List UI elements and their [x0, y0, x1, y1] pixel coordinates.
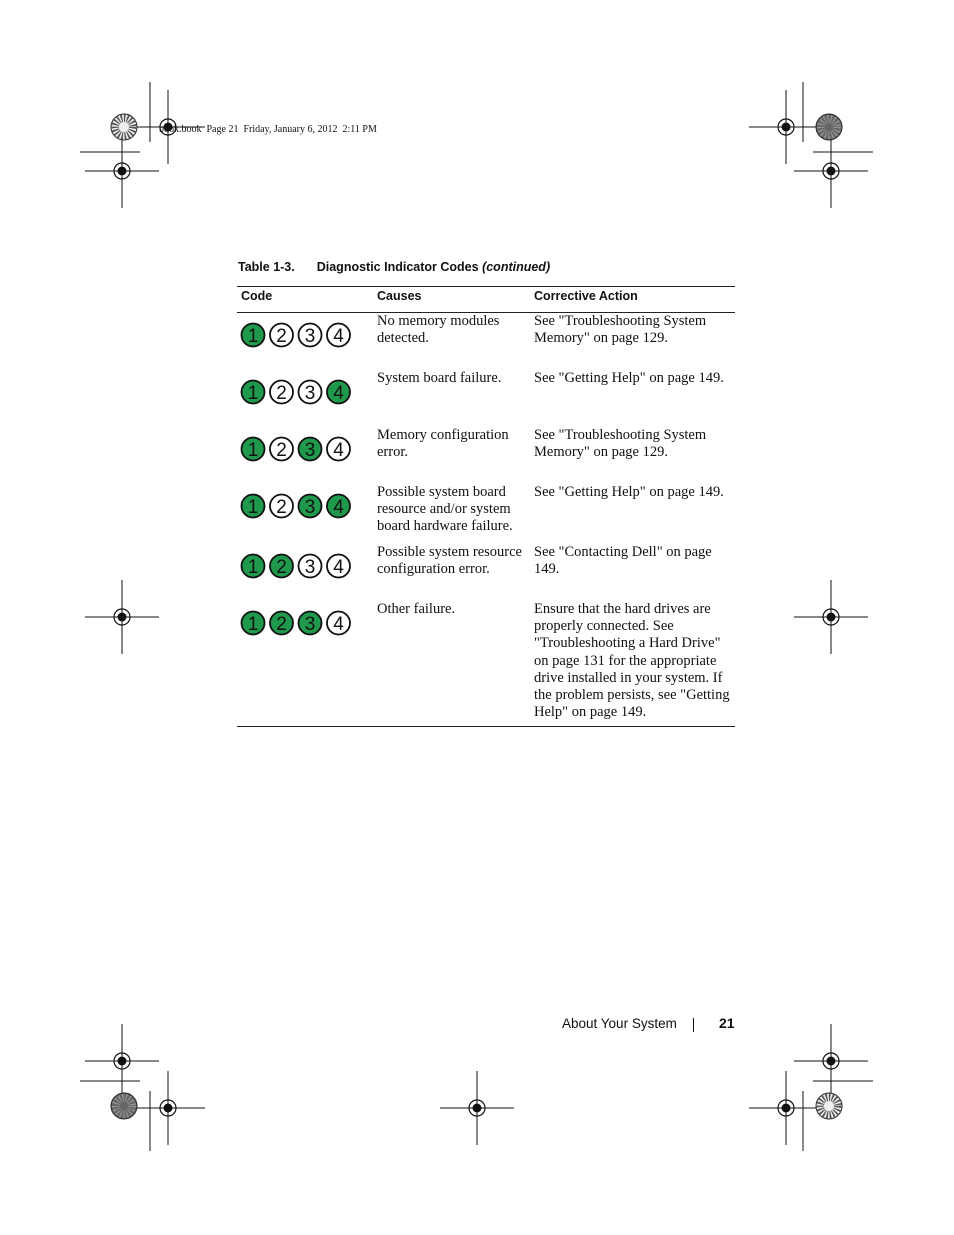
table-title: Diagnostic Indicator Codes [316, 260, 479, 274]
led-number-label: 3 [304, 326, 316, 347]
action-text: See "Contacting Dell" on page 149. [534, 544, 712, 578]
led-number-label: 4 [333, 383, 344, 404]
registration-mark [794, 580, 868, 654]
footer-divider [693, 1018, 694, 1032]
registration-mark [85, 580, 159, 654]
led-code-indicator [240, 493, 352, 519]
registration-mark [749, 90, 823, 164]
led-number-label: 2 [276, 383, 287, 404]
led-number-label: 1 [247, 326, 259, 347]
led-number-label: 2 [276, 557, 287, 578]
led-number-label: 4 [333, 326, 344, 347]
header-causes: Causes [377, 289, 422, 303]
registration-mark [794, 1024, 868, 1098]
table-number: Table 1-3. [238, 260, 295, 274]
color-wheel-mark [111, 114, 137, 140]
cause-text: Possible system resource configuration error. [377, 544, 522, 578]
led-number-label: 1 [247, 383, 259, 404]
header-corrective-action: Corrective Action [534, 289, 638, 303]
led-number-label: 1 [247, 557, 259, 578]
action-text: See "Getting Help" on page 149. [534, 370, 724, 386]
action-text: Ensure that the hard drives are properly connected. See "Troubleshooting a Hard Drive" on page 131 for the appropriate drive installed in your system. If the problem persists, see "Getting Help" on page 149. [534, 601, 730, 721]
led-number-label: 3 [304, 383, 316, 404]
led-number-label: 1 [247, 440, 259, 461]
registration-mark [794, 134, 868, 208]
led-number-label: 4 [333, 497, 344, 518]
registration-mark [440, 1071, 514, 1145]
led-number-label: 3 [304, 614, 316, 635]
header-code: Code [241, 289, 273, 303]
continued-label: (continued) [482, 260, 551, 274]
led-number-label: 3 [304, 557, 316, 578]
table-top-rule [237, 286, 735, 287]
cause-text: Possible system board resource and/or system board hardware failure. [377, 484, 513, 535]
cause-text: No memory modules detected. [377, 313, 500, 347]
page-number: 21 [719, 1015, 735, 1031]
led-number-label: 3 [304, 440, 316, 461]
led-code-indicator [240, 436, 352, 462]
cause-text: System board failure. [377, 370, 502, 386]
color-wheel-mark [816, 114, 842, 140]
print-header-stamp: book.book Page 21 Friday, January 6, 2012 2:11 PM [159, 124, 377, 135]
table-bottom-rule [237, 726, 735, 727]
led-number-label: 1 [247, 497, 259, 518]
cause-text: Other failure. [377, 601, 456, 617]
led-number-label: 3 [304, 497, 316, 518]
color-wheel-mark [111, 1093, 137, 1119]
led-number-label: 1 [247, 614, 259, 635]
led-code-indicator [240, 322, 352, 348]
led-code-indicator [240, 553, 352, 579]
table-caption [238, 260, 550, 274]
action-text: See "Troubleshooting System Memory" on page 129. [534, 313, 707, 347]
footer-section-title: About Your System [562, 1016, 677, 1031]
cause-text: Memory configuration error. [377, 427, 509, 461]
color-wheel-mark [816, 1093, 842, 1119]
registration-mark [131, 1071, 205, 1145]
led-number-label: 4 [333, 557, 344, 578]
led-number-label: 2 [276, 326, 287, 347]
led-code-indicator [240, 610, 352, 636]
registration-mark [85, 134, 159, 208]
led-number-label: 2 [276, 440, 287, 461]
registration-mark [749, 1071, 823, 1145]
led-number-label: 2 [276, 614, 287, 635]
led-number-label: 2 [276, 497, 287, 518]
led-code-indicator [240, 379, 352, 405]
action-text: See "Getting Help" on page 149. [534, 484, 724, 500]
led-number-label: 4 [333, 614, 344, 635]
action-text: See "Troubleshooting System Memory" on page 129. [534, 427, 707, 461]
led-number-label: 4 [333, 440, 344, 461]
registration-mark [85, 1024, 159, 1098]
